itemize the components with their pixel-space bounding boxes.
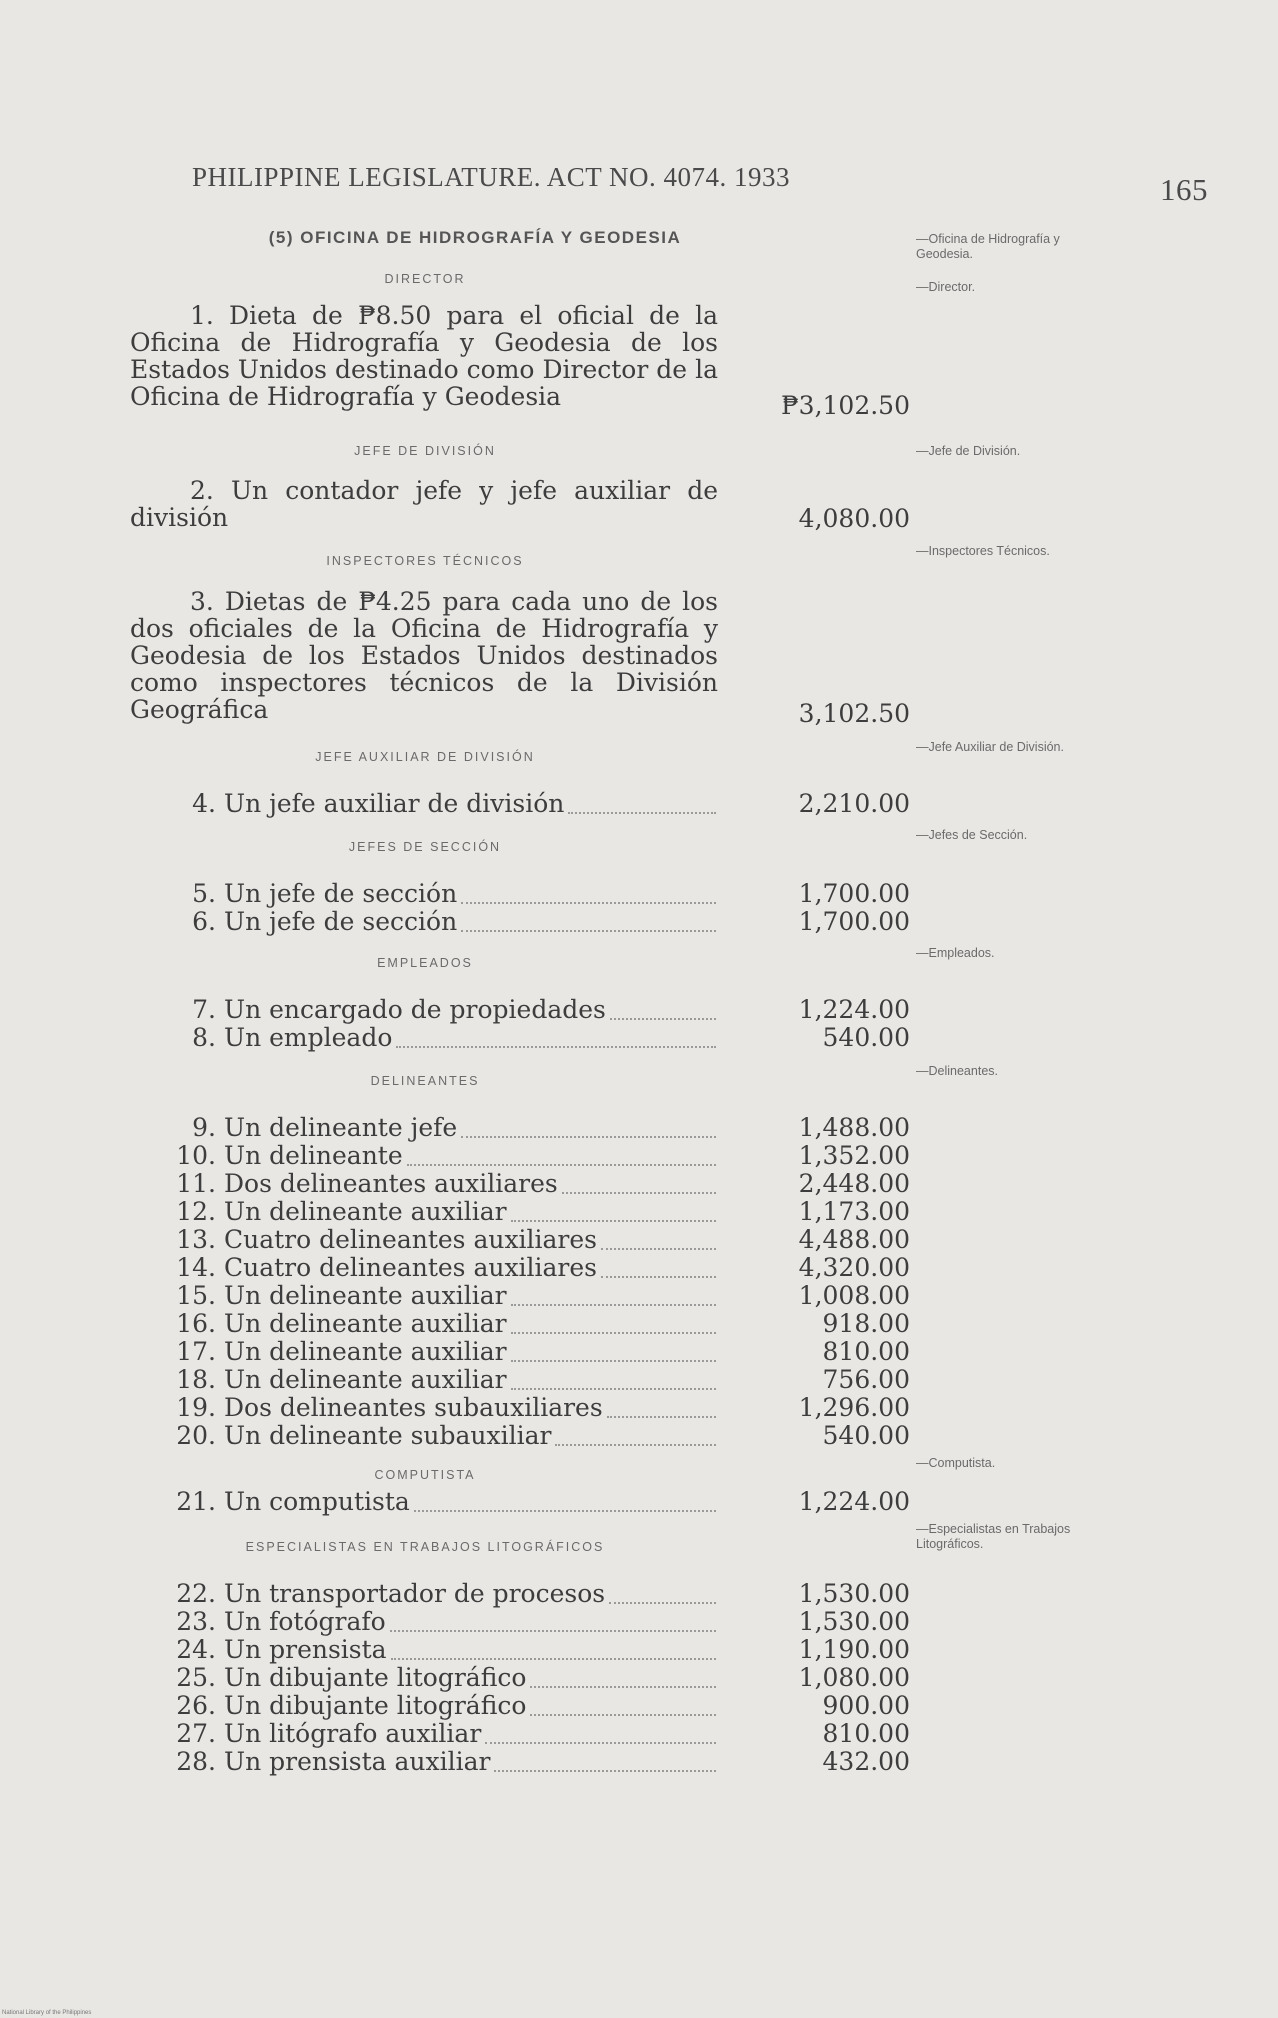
subhead-jefe-division: JEFE DE DIVISIÓN	[354, 444, 496, 458]
subhead-computista: COMPUTISTA	[374, 1468, 476, 1482]
line-item-amount: 540.00	[822, 1421, 910, 1450]
margin-note-jefe-auxiliar: —Jefe Auxiliar de División.	[916, 740, 1064, 754]
line-item-amount: 540.00	[822, 1023, 910, 1052]
dot-leader	[610, 1016, 716, 1020]
dot-leader	[568, 810, 716, 814]
line-item-text: Un delineante auxiliar	[224, 1281, 507, 1310]
line-item-number: 4.	[192, 789, 216, 818]
line-item-amount: 1,080.00	[798, 1663, 910, 1692]
dot-leader	[562, 1190, 716, 1194]
margin-note-computista: —Computista.	[916, 1456, 996, 1470]
line-item-text: Un delineante auxiliar	[224, 1197, 507, 1226]
dot-leader	[530, 1712, 716, 1716]
dot-leader	[461, 928, 716, 932]
running-head: PHILIPPINE LEGISLATURE. ACT NO. 4074. 1933	[192, 162, 791, 192]
line-item-text: Cuatro delineantes auxiliares	[224, 1225, 598, 1254]
line-item-text: Un delineante	[224, 1141, 403, 1170]
line-item-amount: 1,352.00	[798, 1141, 910, 1170]
subhead-inspectores: INSPECTORES TÉCNICOS	[326, 554, 524, 568]
margin-note-jefes-seccion: —Jefes de Sección.	[916, 828, 1028, 842]
line-item-number: 8.	[192, 1023, 216, 1052]
line-item-text: Un delineante auxiliar	[224, 1309, 507, 1338]
line-item-number: 23.	[176, 1607, 216, 1636]
line-item-amount: 1,224.00	[798, 995, 910, 1024]
margin-note-delineantes: —Delineantes.	[916, 1064, 998, 1078]
dot-leader	[494, 1768, 716, 1772]
subhead-especialistas: ESPECIALISTAS EN TRABAJOS LITOGRÁFICOS	[245, 1540, 605, 1554]
line-item-text: Un computista	[224, 1487, 410, 1516]
line-item-number: 18.	[176, 1365, 216, 1394]
line-item-number: 5.	[192, 879, 216, 908]
line-item-text: Un prensista auxiliar	[224, 1747, 491, 1776]
line-item-amount: 4,320.00	[798, 1253, 910, 1282]
line-item-amount: 900.00	[822, 1691, 910, 1720]
line-item-amount: 810.00	[822, 1337, 910, 1366]
line-item-text: Un jefe auxiliar de división	[224, 789, 565, 818]
dot-leader	[511, 1302, 716, 1306]
line-item-number: 17.	[176, 1337, 216, 1366]
line-item-text: Un delineante subauxiliar	[224, 1421, 552, 1450]
dot-leader	[609, 1600, 716, 1604]
dot-leader	[511, 1386, 716, 1390]
line-item-number: 27.	[176, 1719, 216, 1748]
line-item-number: 14.	[176, 1253, 216, 1282]
line-item-amount: 2,210.00	[798, 789, 910, 818]
line-item-number: 22.	[176, 1579, 216, 1608]
line-item-text: Un delineante auxiliar	[224, 1365, 507, 1394]
line-item-amount: 1,530.00	[798, 1579, 910, 1608]
line-item-text: Cuatro delineantes auxiliares	[224, 1253, 598, 1282]
margin-note-oficina: —Oficina de Hidrografía y Geodesia.	[916, 232, 1060, 261]
line-item-amount: 1,530.00	[798, 1607, 910, 1636]
line-item-number: 12.	[176, 1197, 216, 1226]
line-item-amount: 4,488.00	[798, 1225, 910, 1254]
subhead-empleados: EMPLEADOS	[377, 956, 473, 970]
dot-leader	[461, 900, 716, 904]
subhead-jefes-seccion: JEFES DE SECCIÓN	[348, 840, 502, 854]
paragraph-1: 1. Dieta de ₱8.50 para el oficial de la Oficina de Hidrografía y Geodesia de los Estados Unidos destinado como Director de la Oficina de Hidrografía y Geodesia	[130, 301, 718, 411]
line-item-number: 15.	[176, 1281, 216, 1310]
line-item-number: 26.	[176, 1691, 216, 1720]
line-item-number: 28.	[176, 1747, 216, 1776]
dot-leader	[555, 1442, 716, 1446]
dot-leader	[485, 1740, 716, 1744]
line-item-number: 25.	[176, 1663, 216, 1692]
dot-leader	[390, 1628, 716, 1632]
line-item-text: Un transportador de procesos	[224, 1579, 606, 1608]
amount-1: ₱3,102.50	[781, 391, 910, 420]
margin-note-director: —Director.	[916, 280, 976, 294]
line-item-amount: 756.00	[822, 1365, 910, 1394]
line-item-number: 10.	[176, 1141, 216, 1170]
amount-2: 4,080.00	[798, 504, 910, 533]
dot-leader	[396, 1044, 716, 1048]
line-item-text: Un delineante auxiliar	[224, 1337, 507, 1366]
line-item-text: Un dibujante litográfico	[224, 1663, 527, 1692]
line-item-number: 11.	[176, 1169, 216, 1198]
dot-leader	[407, 1162, 716, 1166]
line-item-text: Un jefe de sección	[224, 907, 458, 936]
line-item-number: 20.	[176, 1421, 216, 1450]
margin-note-inspectores: —Inspectores Técnicos.	[916, 544, 1050, 558]
margin-note-empleados: —Empleados.	[916, 946, 995, 960]
page-number: 165	[1160, 172, 1208, 207]
dot-leader	[601, 1246, 716, 1250]
margin-note-jefe-division: —Jefe de División.	[916, 444, 1021, 458]
line-item-text: Un prensista	[224, 1635, 387, 1664]
dot-leader	[461, 1134, 716, 1138]
line-item-text: Dos delineantes subauxiliares	[224, 1393, 603, 1422]
line-item-number: 16.	[176, 1309, 216, 1338]
line-item-number: 7.	[192, 995, 216, 1024]
line-item-number: 6.	[192, 907, 216, 936]
amount-3: 3,102.50	[798, 699, 910, 728]
line-item-amount: 1,700.00	[798, 879, 910, 908]
line-item-amount: 1,173.00	[798, 1197, 910, 1226]
line-item-number: 21.	[176, 1487, 216, 1516]
line-item-amount: 810.00	[822, 1719, 910, 1748]
line-item-number: 9.	[192, 1113, 216, 1142]
subhead-delineantes: DELINEANTES	[370, 1074, 480, 1088]
line-item-amount: 1,224.00	[798, 1487, 910, 1516]
line-item-text: Un fotógrafo	[224, 1607, 386, 1636]
dot-leader	[607, 1414, 716, 1418]
line-item-amount: 432.00	[822, 1747, 910, 1776]
footer-credit: National Library of the Philippines	[2, 2010, 92, 2016]
line-item-amount: 1,488.00	[798, 1113, 910, 1142]
line-item-number: 24.	[176, 1635, 216, 1664]
line-item-amount: 2,448.00	[798, 1169, 910, 1198]
line-item-number: 19.	[176, 1393, 216, 1422]
line-item-text: Un encargado de propiedades	[224, 995, 606, 1024]
line-item-amount: 1,700.00	[798, 907, 910, 936]
section-title: (5) OFICINA DE HIDROGRAFÍA Y GEODESIA	[268, 228, 682, 247]
line-item-text: Dos delineantes auxiliares	[224, 1169, 558, 1198]
dot-leader	[511, 1358, 716, 1362]
subhead-jefe-auxiliar: JEFE AUXILIAR DE DIVISIÓN	[315, 750, 535, 764]
line-item-text: Un dibujante litográfico	[224, 1691, 527, 1720]
line-item-amount: 1,296.00	[798, 1393, 910, 1422]
paragraph-3: 3. Dietas de ₱4.25 para cada uno de los dos oficiales de la Oficina de Hidrografía y Geodesia de los Estados Unidos destinados como inspectores técnicos de la División Geográfica	[130, 587, 718, 724]
line-item-text: Un empleado	[224, 1023, 393, 1052]
dot-leader	[511, 1218, 716, 1222]
line-item-text: Un jefe de sección	[224, 879, 458, 908]
dot-leader	[530, 1684, 716, 1688]
dot-leader	[601, 1274, 716, 1278]
line-item-text: Un delineante jefe	[224, 1113, 458, 1142]
page-header	[192, 162, 1208, 207]
subhead-director: DIRECTOR	[384, 272, 466, 286]
dot-leader	[414, 1508, 716, 1512]
line-item-amount: 1,008.00	[798, 1281, 910, 1310]
dot-leader	[511, 1330, 716, 1334]
paragraph-2: 2. Un contador jefe y jefe auxiliar de división	[130, 476, 718, 532]
line-item-amount: 1,190.00	[798, 1635, 910, 1664]
line-item-text: Un litógrafo auxiliar	[224, 1719, 482, 1748]
dot-leader	[391, 1656, 716, 1660]
line-item-number: 13.	[176, 1225, 216, 1254]
margin-note-especialistas: —Especialistas en Trabajos Litográficos.	[916, 1522, 1071, 1551]
line-item-amount: 918.00	[822, 1309, 910, 1338]
